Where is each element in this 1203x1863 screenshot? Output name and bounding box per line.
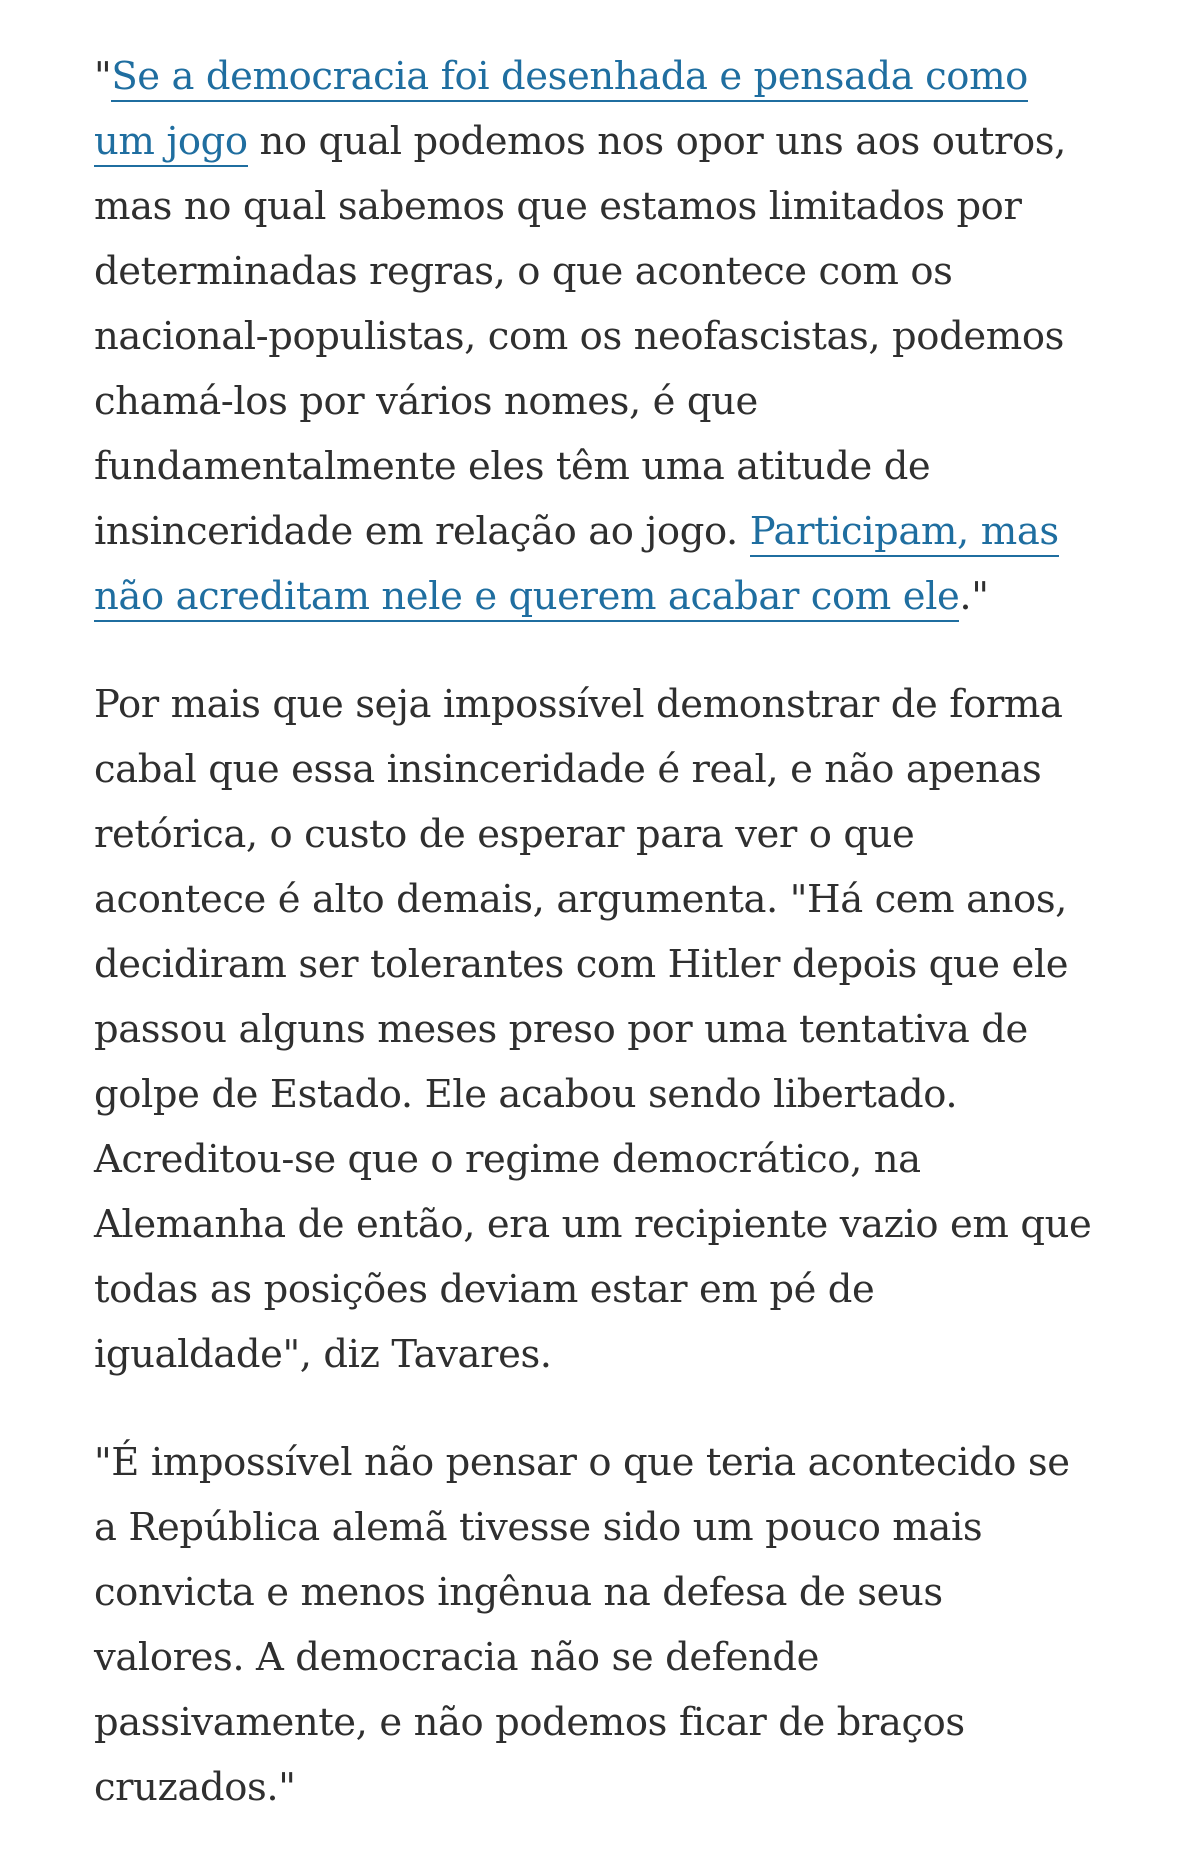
paragraph-1 [94,44,1094,629]
text-segment: "É impossível não pensar o que teria acontecido se a República alemã tivesse sido um pouco mais convicta e menos ingênua na defesa de seus valores. A democracia não se defende passivamente, e não podemos ficar de braços cruzados." [94,1440,1070,1810]
text-segment: no qual podemos nos opor uns aos outros, mas no qual sabemos que estamos limitados por determinadas regras, o que acontece com os nacional-populistas, com os neofascistas, podemos chamá-los por vários nomes, é que fundamentalmente eles têm uma atitude de insinceridade em relação ao jogo. [94,119,1066,554]
link-democracia-jogo[interactable]: Se a democracia foi desenhada e pensada como um jogo [94,54,1028,167]
text-segment: ." [959,574,989,619]
paragraph-2 [94,672,1094,1387]
article-body [94,44,1094,1863]
text-segment: Por mais que seja impossível demonstrar de forma cabal que essa insinceridade é real, e não apenas retórica, o custo de esperar para ver o que acontece é alto demais, argumenta. "Há cem anos, decidiram ser tolerantes com Hitler depois que ele passou alguns meses preso por uma tentativa de golpe de Estado. Ele acabou sendo libertado. Acreditou-se que o regime democrático, na Alemanha de então, era um recipiente vazio em que todas as posições deviam estar em pé de igualdade", diz Tavares. [94,682,1092,1377]
link-participam[interactable]: Participam, mas não acreditam nele e querem acabar com ele [94,509,1059,622]
paragraph-3 [94,1430,1094,1820]
text-segment: " [94,54,112,99]
